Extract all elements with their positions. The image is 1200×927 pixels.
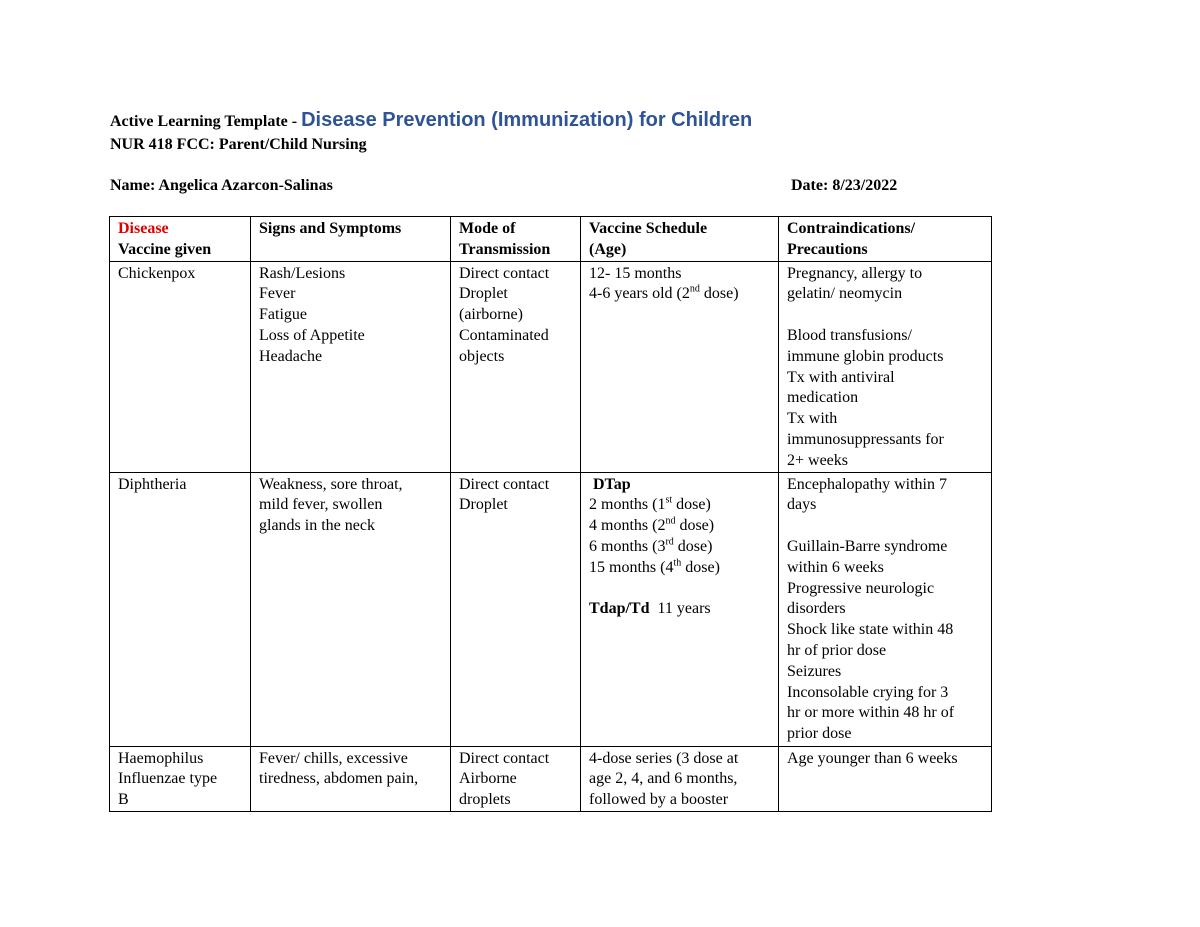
ordinal-suffix: th <box>673 557 682 569</box>
header-cell-contra <box>779 217 992 262</box>
contra-item: 2+ weeks <box>787 451 849 469</box>
contra-item: prior dose <box>787 725 852 743</box>
header-row <box>110 217 992 262</box>
mode-item: (airborne) <box>459 306 523 324</box>
cell-signs <box>251 472 451 746</box>
contra-item: Pregnancy, allergy to <box>787 264 923 282</box>
cell-signs <box>251 746 451 811</box>
sign-item: Loss of Appetite <box>259 326 365 344</box>
header-contra-1: Contraindications/ <box>787 220 916 237</box>
sign-item: tiredness, abdomen pain, <box>259 770 419 788</box>
disease-name: B <box>118 791 129 809</box>
contra-item: days <box>787 496 817 514</box>
sign-item: Headache <box>259 347 323 365</box>
contra-item: Seizures <box>787 662 842 680</box>
contra-item: gelatin/ neomycin <box>787 285 903 303</box>
schedule-tdap <box>589 599 774 620</box>
schedule-text: dose) <box>672 496 711 514</box>
header-schedule-1: Vaccine Schedule <box>589 220 708 237</box>
schedule-item <box>589 284 774 305</box>
schedule-text: 4-6 years old (2 <box>589 285 690 303</box>
sign-item: Fever/ chills, excessive <box>259 749 408 767</box>
cell-signs <box>251 261 451 472</box>
schedule-dtap: DTap <box>593 475 631 493</box>
contra-item: immunosuppressants for <box>787 430 944 448</box>
mode-item: Contaminated <box>459 326 549 344</box>
schedule-item: age 2, 4, and 6 months, <box>589 770 738 788</box>
schedule-text: 2 months (1 <box>589 496 666 514</box>
contra-item: Tx with antiviral <box>787 368 895 386</box>
table-row-diphtheria <box>110 472 992 746</box>
sign-item: Fever <box>259 285 296 303</box>
cell-contra <box>779 746 992 811</box>
blank-line <box>787 516 987 537</box>
cell-contra <box>779 472 992 746</box>
document-title <box>110 109 752 132</box>
mode-item: Direct contact <box>459 475 550 493</box>
disease-name: Haemophilus <box>118 749 204 767</box>
schedule-item: followed by a booster <box>589 791 729 809</box>
schedule-dose <box>589 495 774 516</box>
header-contra-2: Precautions <box>787 240 868 258</box>
cell-disease <box>110 472 251 746</box>
contra-item: Guillain-Barre syndrome <box>787 537 948 555</box>
schedule-text: dose) <box>673 537 713 555</box>
cell-contra <box>779 261 992 472</box>
contra-item: Blood transfusions/ <box>787 326 912 344</box>
contra-item: Age younger than 6 weeks <box>787 749 958 767</box>
header-disease: Disease <box>118 220 169 237</box>
tdap-value: 11 years <box>649 600 711 618</box>
schedule-text: dose) <box>675 517 715 535</box>
mode-item: Direct contact <box>459 749 550 767</box>
contra-item: medication <box>787 389 859 407</box>
header-mode-2: Transmission <box>459 240 551 258</box>
contra-item: Encephalopathy within 7 <box>787 475 947 493</box>
cell-mode <box>451 746 581 811</box>
schedule-text: 6 months (3 <box>589 537 666 555</box>
schedule-dose <box>589 558 774 579</box>
mode-item: Droplet <box>459 496 508 514</box>
blank-line <box>589 579 774 600</box>
date: Date: 8/23/2022 <box>791 177 898 194</box>
header-cell-disease <box>110 217 251 262</box>
table-row-hib <box>110 746 992 811</box>
cell-mode <box>451 472 581 746</box>
schedule-item: 12- 15 months <box>589 264 682 282</box>
ordinal-suffix: st <box>665 495 673 507</box>
disease-name: Chickenpox <box>118 264 196 282</box>
schedule-text: dose) <box>699 285 739 303</box>
schedule-text: 15 months (4 <box>589 558 674 576</box>
mode-item: Direct contact <box>459 264 550 282</box>
sign-item: mild fever, swollen <box>259 496 383 514</box>
student-name: Name: Angelica Azarcon-Salinas <box>110 177 333 194</box>
sign-item: glands in the neck <box>259 517 375 535</box>
title-main: Disease Prevention (Immunization) for Children <box>301 109 753 131</box>
tdap-label: Tdap/Td <box>589 600 650 618</box>
cell-schedule <box>581 746 779 811</box>
schedule-text: 4 months (2 <box>589 517 666 535</box>
schedule-text: dose) <box>681 558 720 576</box>
contra-item: hr of prior dose <box>787 641 887 659</box>
ordinal-suffix: nd <box>689 284 700 296</box>
contra-item: Inconsolable crying for 3 <box>787 683 949 701</box>
mode-item: Airborne <box>459 770 517 788</box>
schedule-dose <box>589 516 774 537</box>
blank-line <box>787 305 987 326</box>
header-cell-mode <box>451 217 581 262</box>
mode-item: objects <box>459 347 505 365</box>
sign-item: Rash/Lesions <box>259 264 346 282</box>
disease-name: Diphtheria <box>118 475 187 493</box>
header-cell-schedule <box>581 217 779 262</box>
immunization-table <box>109 216 992 812</box>
header-vaccine-given: Vaccine given <box>118 240 212 258</box>
contra-item: within 6 weeks <box>787 558 884 576</box>
cell-disease <box>110 746 251 811</box>
contra-item: Shock like state within 48 <box>787 621 954 639</box>
table-row-chickenpox <box>110 261 992 472</box>
cell-schedule <box>581 261 779 472</box>
ordinal-suffix: rd <box>665 536 674 548</box>
header-schedule-2: (Age) <box>589 240 627 258</box>
contra-item: disorders <box>787 600 846 618</box>
contra-item: Tx with <box>787 410 838 428</box>
course-line: NUR 418 FCC: Parent/Child Nursing <box>110 136 367 153</box>
schedule-item: 4-dose series (3 dose at <box>589 749 739 767</box>
header-mode-1: Mode of <box>459 220 516 237</box>
mode-item: droplets <box>459 791 511 809</box>
cell-schedule <box>581 472 779 746</box>
header-signs: Signs and Symptoms <box>259 220 402 237</box>
schedule-dose <box>589 537 774 558</box>
contra-item: hr or more within 48 hr of <box>787 704 955 722</box>
sign-item: Fatigue <box>259 306 307 324</box>
sign-item: Weakness, sore throat, <box>259 475 403 493</box>
ordinal-suffix: nd <box>665 515 676 527</box>
cell-mode <box>451 261 581 472</box>
contra-item: Progressive neurologic <box>787 579 935 597</box>
header-cell-signs <box>251 217 451 262</box>
mode-item: Droplet <box>459 285 508 303</box>
disease-name: Influenzae type <box>118 770 218 788</box>
contra-item: immune globin products <box>787 347 944 365</box>
title-prefix: Active Learning Template - <box>110 113 302 130</box>
cell-disease <box>110 261 251 472</box>
